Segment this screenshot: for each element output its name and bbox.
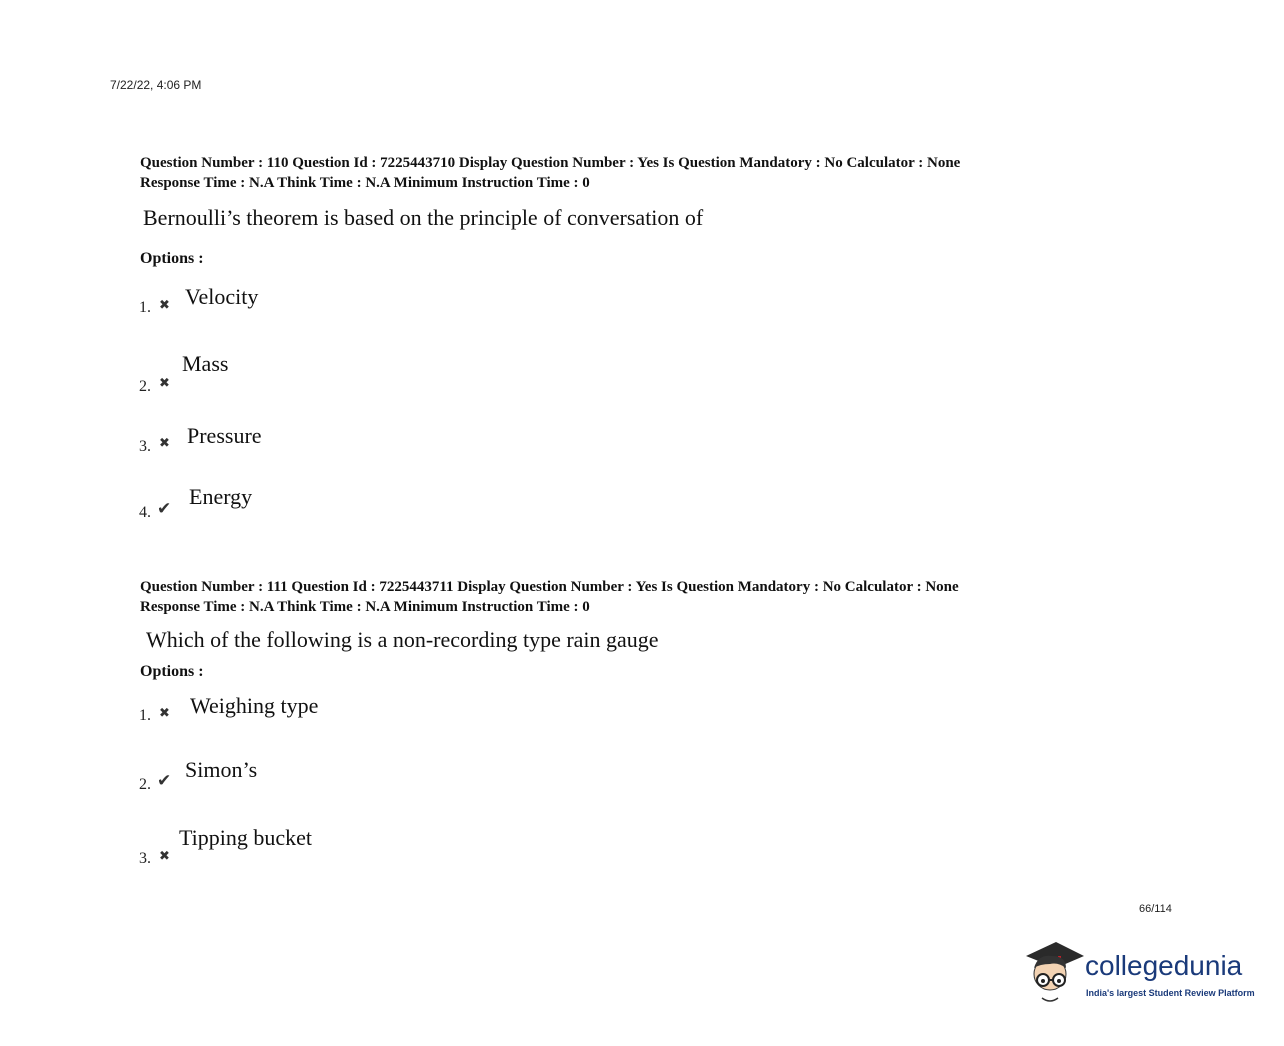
collegedunia-logo-icon [1022,938,1086,1008]
question-text: Bernoulli’s theorem is based on the principle of conversation of [143,205,704,230]
option-text: Weighing type [190,693,319,718]
wrong-mark-icon: ✖ [159,848,170,863]
question-meta-line2: Response Time : N.A Think Time : N.A Minimum Instruction Time : 0 [140,599,590,615]
brand-tagline: India's largest Student Review Platform [1086,988,1255,998]
option-number: 2. [139,378,151,395]
wrong-mark-icon: ✖ [159,705,170,720]
wrong-mark-icon: ✖ [159,435,170,450]
option-number: 2. [139,776,151,793]
option-number: 3. [139,850,151,867]
correct-check-icon: ✔ [157,499,172,518]
option-text: Simon’s [185,757,258,782]
option-text: Energy [189,484,253,509]
option-number: 1. [139,707,151,724]
option-text: Mass [182,351,229,376]
option-text: Velocity [185,284,259,309]
options-label: Options : [140,663,204,680]
wrong-mark-icon: ✖ [159,297,170,312]
question-meta-line1: Question Number : 110 Question Id : 7225443710 Display Question Number : Yes Is Question Mandatory : No Calculator : None [140,155,961,171]
option-text: Tipping bucket [179,825,313,850]
option-number: 1. [139,299,151,316]
brand-name: collegedunia [1085,950,1243,981]
option-text: Pressure [187,423,262,448]
option-number: 4. [139,504,151,521]
page-number: 66/114 [1139,903,1172,915]
question-text: Which of the following is a non-recording type rain gauge [146,627,659,652]
question-meta-line2: Response Time : N.A Think Time : N.A Minimum Instruction Time : 0 [140,175,590,191]
question-meta-line1: Question Number : 111 Question Id : 7225443711 Display Question Number : Yes Is Question Mandatory : No Calculator : None [140,579,959,595]
correct-check-icon: ✔ [157,771,172,790]
option-number: 3. [139,438,151,455]
print-timestamp: 7/22/22, 4:06 PM [110,78,202,92]
options-label: Options : [140,250,204,267]
wrong-mark-icon: ✖ [159,375,170,390]
